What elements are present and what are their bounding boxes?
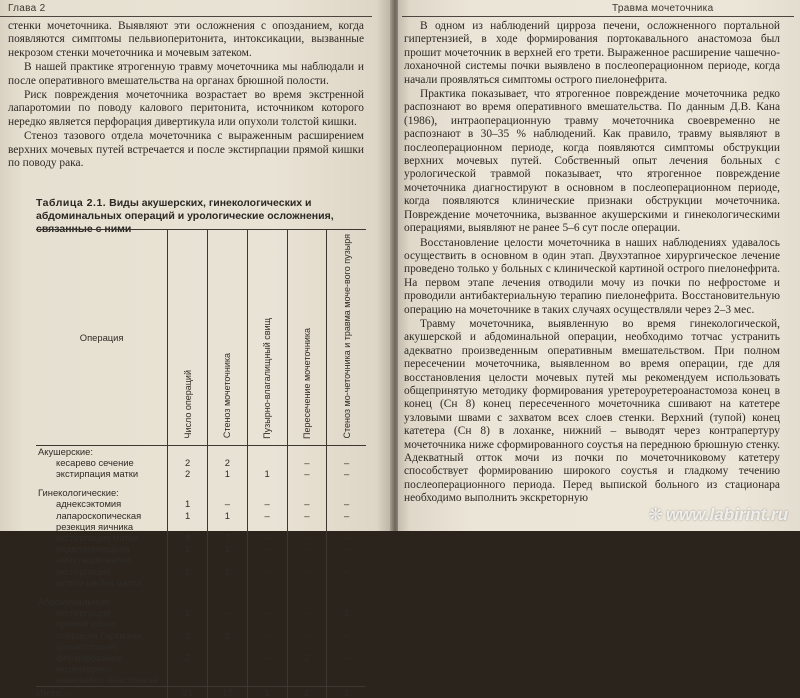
table-cell-operation [36,479,168,487]
table-cell-value [247,588,287,596]
table-row [36,468,366,479]
table-row [36,630,366,641]
table-row [36,445,366,457]
table-cell-value: 1 [168,498,208,509]
table-row [36,588,366,596]
table-cell-value [287,479,327,487]
table-cell-operation: Акушерские: [38,445,93,457]
table-cell-value [327,479,366,487]
table-cell-value [287,618,327,629]
table-row [36,479,366,487]
table-cell-value: – [287,510,327,521]
table-cell-value: – [327,468,366,479]
table-cell-value [247,445,287,457]
right-paragraph: Восстановление целости мочеточника в наших наблюдениях удавалось осуществить в основном в один этап. Двухэтапное хирургическое лечение проведено только у больных с клинической картиной острого пиелонефрита. На первом этапе лечения отводили мочу из почки по нефростоме и проводили антибактериальную терапию пиелонефрита. Восстановительную операцию на мочеточнике в таких случаях осуществляли через 2–3 мес. [404,236,780,316]
table-cell-value [208,479,248,487]
table-cell-operation: Гинекологические: [38,487,119,499]
table-cell-value: 1 [208,468,248,479]
table-row [36,618,366,629]
table-cell-value: – [287,543,327,554]
table-cell-value: – [327,532,366,543]
table-cell-operation: Итого... [36,686,168,698]
table-cell-value [168,577,208,588]
table-cell-value [327,596,366,607]
table-cell-value [247,521,287,532]
table-row [36,686,366,698]
table-cell-value [287,445,327,457]
table-cell-operation: экстирпация матки [56,531,139,543]
table-cell-value [287,577,327,588]
table-cell-value [287,663,327,674]
table-cell-value: – [287,457,327,468]
table-cell-operation: мезентерико- [56,663,115,675]
watermark-text: www.labirint.ru [665,505,788,524]
table-cell-operation: операция Гартмана [56,629,142,641]
table-cell-value: 1 [327,686,366,698]
table-cell-value: – [208,607,248,618]
table-cell-value [327,588,366,596]
table-cell-value [168,588,208,596]
table-cell-value: – [327,510,366,521]
table-cell-value [247,577,287,588]
table-row [36,498,366,509]
table-cell-value [168,521,208,532]
table-cell-value: – [287,566,327,577]
table-cell-value [247,618,287,629]
table-cell-value: 1 [168,566,208,577]
table-cell-value: 2 [287,686,327,698]
table-cell-value: – [247,607,287,618]
operations-table [36,229,366,698]
table-cell-value [208,588,248,596]
table-cell-value [327,674,366,686]
table-cell-value [247,457,287,468]
table-cell-value [287,554,327,565]
table-cell-value [327,521,366,532]
table-cell-value [247,641,287,652]
table-cell-value [168,674,208,686]
table-cell-value [168,554,208,565]
column-header-stenosis: Стеноз мочеточника [208,230,248,446]
table-cell-value: – [327,630,366,641]
right-paragraph: Травму мочеточника, выявленную во время гинекологической, акушерской и абдоминальной операции, необходимо тотчас устранить адекватно произведенным оперативным вмешательством. При полном пересечении мочеточника, выявленном во время операции, где для восстановления целости мочевых путей мы рекомендуем использовать общепринятую методику формирования уретероуретероанастомоза конец в конец (Сн 8) конец пересеченного мочеточника сшивают на катетере узловыми швами с захватом всех слоев стенки. Верхний (тупой) конец катетера (Сн 8) в лоханке, нижний – выводят через контрапертуру мочеточника ниже сформированного соустья на переднюю брюшную стенку. Адекватный отток мочи из почки по мочеточниковому катетеру способствует формированию широкого соустья и гладкому течению послеоперационного периода. Перед выпиской больного из стационара необходимо выполнить экскреторную [404,317,780,505]
table-cell-operation: кавального анастомоза [56,674,159,686]
left-body-text [8,20,364,171]
table-cell-value [247,554,287,565]
table-row [36,577,366,588]
table-cell-value: – [247,652,287,663]
table-cell-value [327,445,366,457]
table-cell-value [208,521,248,532]
right-paragraph: В одном из наблюдений цирроза печени, осложненного портальной гипертензией, в ходе формирования портокавального анастомоза был прошит мочеточник в верхней его трети. Выраженное расширение чашечно-лоханочной системы почки выявлено в послеоперационном периоде, когда начали проявляться симптомы острого пиелонефрита. [404,20,780,86]
table-cell-value: 2 [168,457,208,468]
table-cell-value: 1 [208,510,248,521]
table-cell-value: 7 [208,532,248,543]
table-cell-value [327,577,366,588]
table-cell-value: – [247,630,287,641]
table-cell-value: – [247,510,287,521]
table-cell-operation: формирование [56,651,122,663]
table-row [36,663,366,674]
table-caption-text: Виды акушерских, гинекологических и абдоминальных операций и урологические осложнения, связанные с ними [36,197,334,235]
table-cell-value [208,487,248,498]
table-cell-value [168,663,208,674]
table-cell-operation: экстирпация матки [56,467,139,479]
table-cell-value: 2 [168,630,208,641]
table-cell-value [168,596,208,607]
table-cell-value: – [287,532,327,543]
right-paragraph: Практика показывает, что ятрогенное повреждение мочеточника редко распознают во время оперативного вмешательства. По данным Д.В. Кана (1986), интраоперационную травму мочеточника своевременно не распознают в 30–35 % наблюдений. Как правило, травму выявляют в послеоперационном периоде, когда появляются симптомы обструкции верхних мочевых путей. Собственный опыт лечения больных с урологической травмой показывает, что ятрогенное повреждение мочеточника диагностируют в основном в послеоперационном периоде, когда появляются клинические признаки обструкции мочеточника. Повреждение мочеточника, вызванное акушерскими и гинекологическими операциями, выявляют не ранее 5–6 сут после операции. [404,88,780,235]
running-head-left: Глава 2 [8,3,46,14]
table-cell-value: 2 [208,630,248,641]
table-cell-value: 1 [168,510,208,521]
table-cell-value [208,618,248,629]
table-cell-value [287,588,327,596]
table-row [36,641,366,652]
left-page [0,0,392,698]
table-cell-operation: надвлагалищная [56,543,130,555]
table-cell-value: – [287,468,327,479]
table-cell-operation: экстирпация [56,607,111,619]
table-cell-value: – [287,498,327,509]
table-cell-operation: прямой кишки [56,618,117,630]
right-body-text [404,20,780,507]
table-cell-value [247,596,287,607]
table-cell-value [208,596,248,607]
table-cell-value: 1 [168,607,208,618]
table-cell-value: – [327,566,366,577]
running-head-rule-right [402,16,794,17]
table-cell-value [247,487,287,498]
left-paragraph: Стеноз тазового отдела мочеточника с выраженным расширением верхних мочевых путей встречается и после экстирпации прямой кишки по поводу рака. [8,130,364,170]
table-cell-value [327,487,366,498]
table-cell-value [168,445,208,457]
table-cell-operation: лапароскопическая [56,509,142,521]
table-cell-value: 2 [168,468,208,479]
table-row [36,566,366,577]
table-cell-value [327,663,366,674]
table-row [36,532,366,543]
table-cell-value: – [247,566,287,577]
table-cell-value [168,479,208,487]
labirint-logo-icon: ❋ [648,505,663,524]
table-cell-value [287,674,327,686]
table-row [36,674,366,686]
table-cell-value: 17 [208,686,248,698]
running-head-right: Травма мочеточника [612,3,714,14]
table-cell-value: 1 [208,566,248,577]
table-cell-value: 1 [247,686,287,698]
table-cell-value: 2 [168,652,208,663]
table-cell-operation: аднексэктомия [56,498,122,510]
running-head-rule-left [0,16,372,17]
table-cell-operation: ампутация матки [56,554,131,566]
table-cell-value: 1 [247,468,287,479]
table-cell-value: – [287,630,327,641]
table-row [36,543,366,554]
left-paragraph: Риск повреждения мочеточника возрастает во время экстренной лапаротомии по поводу калового перитонита, источником которого нередко является перфорация дивертикула или опухоли толстой кишки. [8,89,364,128]
table-cell-value: – [327,543,366,554]
left-paragraph: стенки мочеточника. Выявляют эти осложнения с опозданием, когда появляются симптомы пельвиоперитонита, интоксикации, вызванные некрозом стенки мочеточника и мочевым затеком. [8,20,364,59]
table-cell-operation: (сигмостомия) [56,640,119,652]
table-body [36,445,366,698]
table-cell-value [168,487,208,498]
table-cell-value: – [327,498,366,509]
table-cell-value [247,479,287,487]
table-cell-value [247,663,287,674]
table-cell-value: 2 [208,457,248,468]
table-cell-value [247,674,287,686]
table-cell-value [327,554,366,565]
table-row [36,510,366,521]
table-cell-value [208,445,248,457]
table-row [36,554,366,565]
table-cell-operation: кесарево сечение [56,456,134,468]
table-cell-operation: резекция яичника [56,520,134,532]
table-cell-value [327,618,366,629]
right-page [398,0,800,531]
table-cell-value [287,487,327,498]
table-cell-value: – [247,532,287,543]
table-row [36,652,366,663]
table-cell-value: – [247,498,287,509]
table-cell-value [327,641,366,652]
table-cell-value: – [327,652,366,663]
table-row [36,487,366,498]
table-row [36,596,366,607]
table-cell-value [287,641,327,652]
table-cell-operation [36,588,168,596]
table-cell-value: 21 [168,686,208,698]
table-cell-value: – [327,457,366,468]
table-row [36,457,366,468]
table-cell-value: 1 [327,607,366,618]
column-header-fistula: Пузырно-влагалищный свищ [247,230,287,446]
table-cell-value [208,554,248,565]
table-cell-value [168,618,208,629]
column-header-transection: Пересечение мочеточника [287,230,327,446]
table-cell-value: – [287,607,327,618]
table-cell-value [208,674,248,686]
table-cell-value: 8 [168,532,208,543]
table-cell-value: 1 [168,543,208,554]
table-cell-value: 1 [208,543,248,554]
column-header-stenosis-bladder: Стеноз мо-четочника и травма моче-вого пузыря [327,230,366,446]
table-cell-operation: экстирпация [56,565,111,577]
table-cell-value: – [247,543,287,554]
left-paragraph: В нашей практике ятрогенную травму мочеточника мы наблюдали и после оперативного вмешательства на органах брюшной полости. [8,61,364,87]
table-cell-operation: культи шейки матки [56,576,142,588]
table-header-row [36,230,366,446]
table-row [36,607,366,618]
table-caption-label: Таблица 2.1. [36,197,107,209]
table-cell-value [208,652,248,663]
table-cell-value [208,577,248,588]
table-cell-value [168,641,208,652]
table-cell-value: – [208,498,248,509]
table-cell-value [208,663,248,674]
table-cell-value [287,596,327,607]
table-row [36,521,366,532]
table-cell-operation: Абдоминальные: [38,595,113,607]
column-header-count: Число операций [168,230,208,446]
table-cell-value [208,641,248,652]
column-header-operation: Операция [36,230,168,446]
watermark [649,505,788,525]
table-cell-value [287,521,327,532]
table-cell-value: 2 [287,652,327,663]
